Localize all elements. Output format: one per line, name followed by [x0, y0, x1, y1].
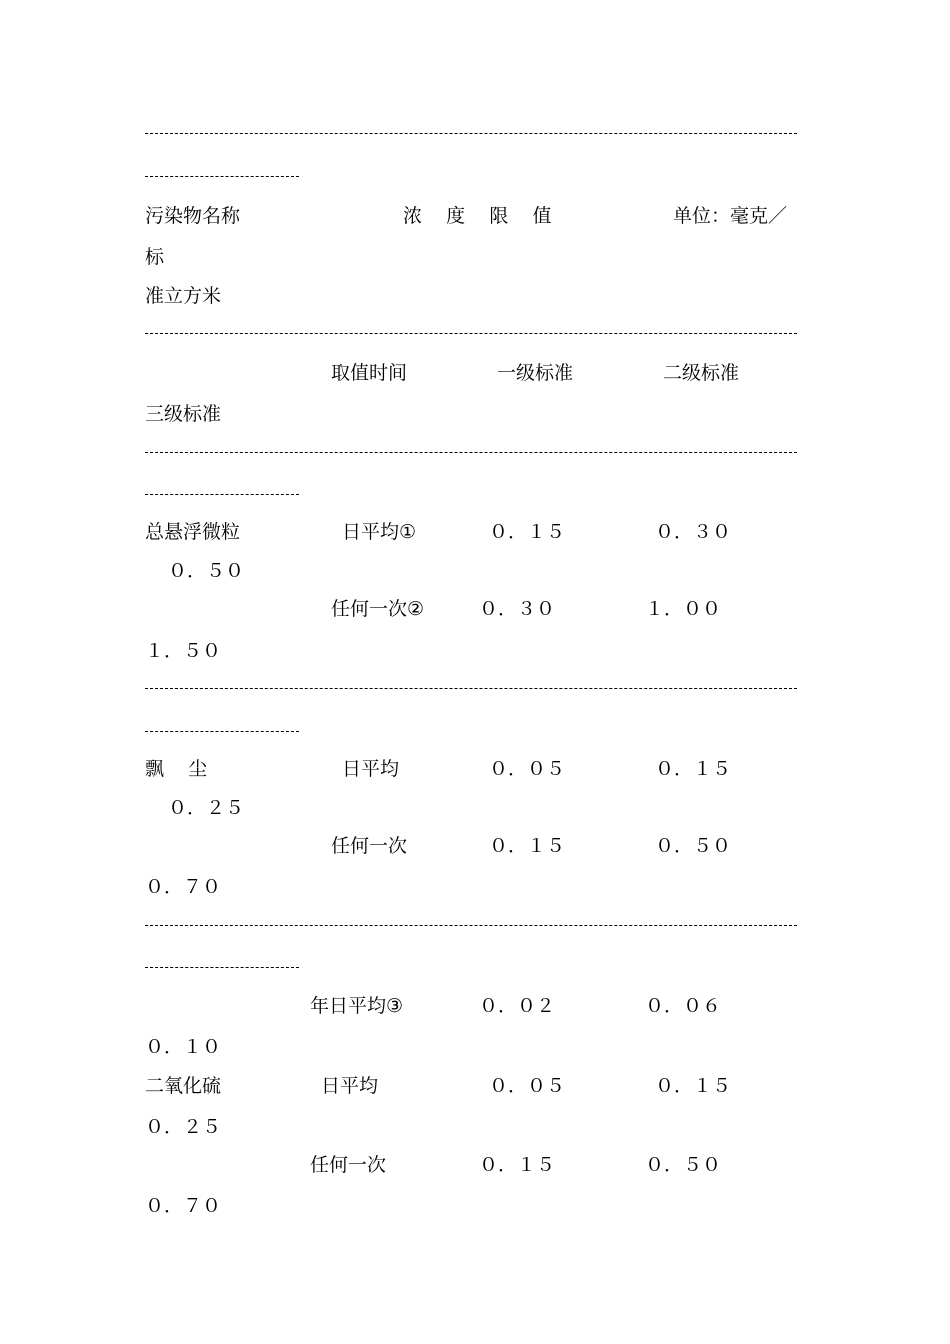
level3-cell: １．５０ — [145, 640, 222, 662]
level2-cell: ０．５０ — [655, 835, 732, 857]
pollutant-name-heading: 污染物名称 — [145, 205, 241, 227]
separator-line — [145, 967, 299, 968]
level1-cell: ０．０５ — [489, 1075, 566, 1097]
level2-cell: ０．３０ — [655, 521, 732, 543]
level1-column-heading: 一级标准 — [497, 362, 574, 384]
separator-line — [145, 731, 299, 732]
separator-line — [145, 133, 797, 134]
level3-cell: ０．２５ — [145, 1116, 222, 1138]
time-cell: 日平均 — [342, 758, 400, 780]
separator-line — [145, 176, 299, 177]
level2-cell: ０．０６ — [645, 995, 722, 1017]
unit-label-continued: 准立方米 — [145, 285, 222, 307]
level3-cell: ０．７０ — [145, 1195, 222, 1217]
time-cell: 任何一次 — [310, 1154, 387, 1176]
time-cell: 任何一次 — [331, 835, 408, 857]
level2-cell: ０．１５ — [655, 1075, 732, 1097]
separator-line — [145, 494, 299, 495]
level2-column-heading: 二级标准 — [663, 362, 740, 384]
time-column-heading: 取值时间 — [331, 362, 408, 384]
separator-line — [145, 452, 797, 453]
time-cell: 日平均 — [321, 1075, 379, 1097]
level3-cell: ０．２５ — [168, 797, 245, 819]
level1-cell: ０．０２ — [479, 995, 556, 1017]
level1-cell: ０．１５ — [479, 1154, 556, 1176]
pollutant-name: 总悬浮微粒 — [145, 521, 241, 543]
time-cell: 日平均① — [342, 521, 417, 543]
separator-line — [145, 925, 797, 926]
level2-cell: ０．５０ — [645, 1154, 722, 1176]
level2-cell: １．００ — [645, 598, 722, 620]
pollutant-name: 二氧化硫 — [145, 1075, 222, 1097]
time-cell: 任何一次② — [331, 598, 425, 620]
level1-cell: ０．１５ — [489, 835, 566, 857]
separator-line — [145, 333, 797, 334]
level1-cell: ０．０５ — [489, 758, 566, 780]
separator-line — [145, 688, 797, 689]
unit-label: 单位：毫克／ — [673, 205, 788, 227]
concentration-limit-heading: 浓 度 限 值 — [403, 205, 552, 227]
level1-cell: ０．１５ — [489, 521, 566, 543]
level3-column-heading: 三级标准 — [145, 403, 222, 425]
pollutant-name: 飘 尘 — [145, 758, 208, 780]
level3-cell: ０．５０ — [168, 560, 245, 582]
time-cell: 年日平均③ — [310, 995, 404, 1017]
unit-label-continued: 标 — [145, 246, 165, 268]
level3-cell: ０．１０ — [145, 1036, 222, 1058]
level1-cell: ０．３０ — [479, 598, 556, 620]
level3-cell: ０．７０ — [145, 876, 222, 898]
level2-cell: ０．１５ — [655, 758, 732, 780]
